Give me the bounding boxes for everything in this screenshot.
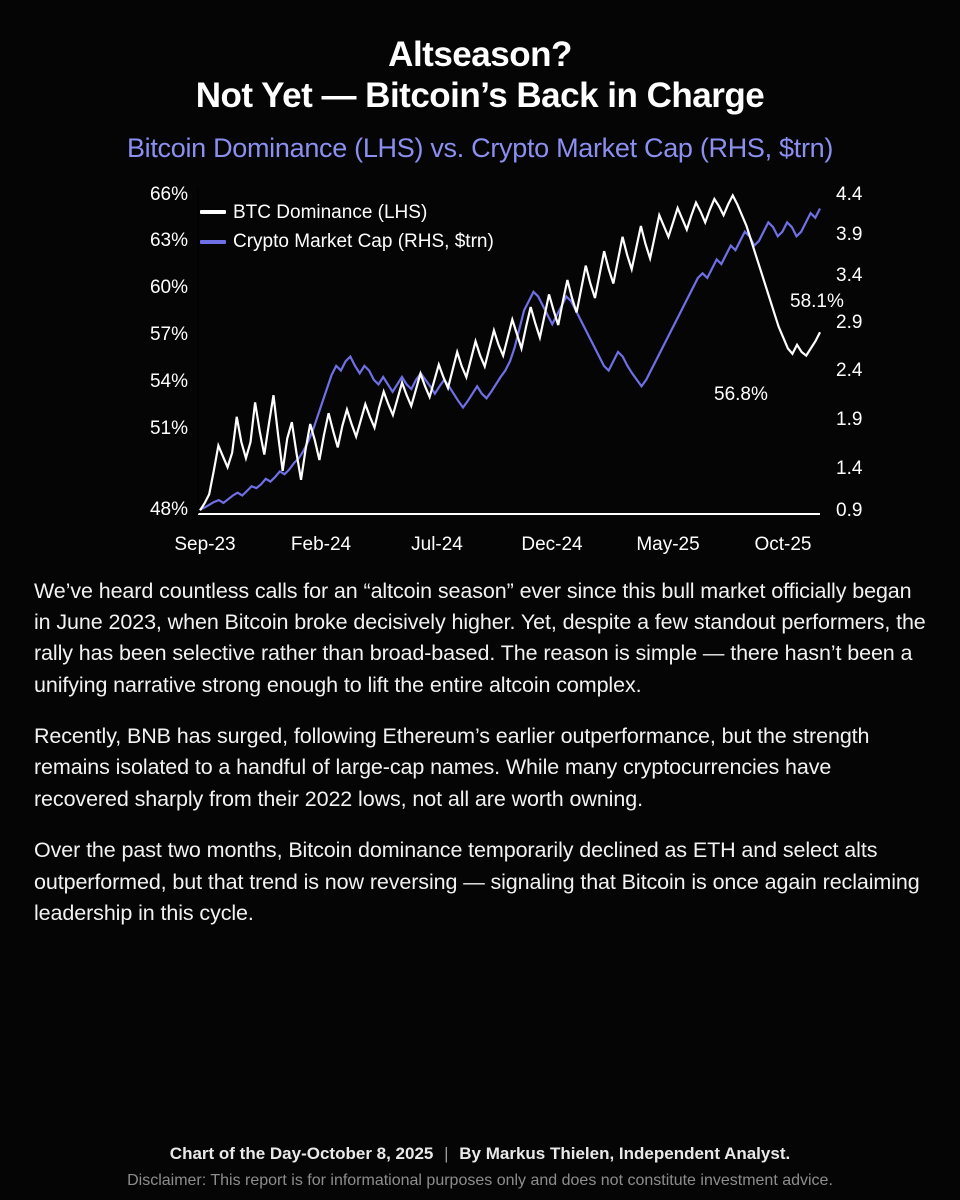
- y-left-tick: 60%: [149, 276, 188, 298]
- chart-subtitle: Bitcoin Dominance (LHS) vs. Crypto Market Cap (RHS, $trn): [126, 132, 834, 163]
- y-left-tick: 57%: [149, 323, 188, 345]
- header: [0, 0, 960, 164]
- x-tick: Sep-23: [174, 533, 236, 555]
- byline: By Markus Thielen, Independent Analyst.: [459, 1144, 791, 1163]
- legend-swatch-icon: [200, 210, 226, 214]
- y-right-tick: 2.4: [836, 359, 863, 381]
- y-right-tick: 1.9: [836, 408, 863, 430]
- y-right-tick: 4.4: [836, 183, 863, 205]
- y-left-tick: 66%: [149, 183, 188, 205]
- chart-legend: [200, 198, 494, 257]
- x-axis-ticks: [174, 534, 811, 555]
- y-left-tick: 63%: [149, 229, 188, 251]
- legend-label-crypto-market-cap: Crypto Market Cap (RHS, $trn): [233, 231, 494, 253]
- article-body: [34, 576, 926, 930]
- legend-label-btc-dominance: BTC Dominance (LHS): [233, 201, 428, 223]
- paragraph-2: Recently, BNB has surged, following Ethereum’s earlier outperformance, but the strength remains isolated to a handful of large-cap names. While many cryptocurrencies have recovered sharply from their 2022 lows, not all are worth owning.: [34, 724, 870, 811]
- legend-swatch-icon: [200, 240, 226, 244]
- chart-container: [30, 178, 930, 568]
- page-title-line1: Altseason?: [388, 35, 572, 74]
- y-left-tick: 48%: [149, 498, 188, 520]
- y-left-tick: 51%: [149, 417, 188, 439]
- annotation-mcap-last: 56.8%: [714, 383, 768, 405]
- x-tick: Jul-24: [411, 533, 463, 555]
- annotation-btc-last: 58.1%: [790, 290, 844, 312]
- legend-item-btc-dominance: [200, 198, 494, 227]
- paragraph-1: We’ve heard countless calls for an “altcoin season” ever since this bull market officially began in June 2023, when Bitcoin broke decisively higher. Yet, despite a few standout performers, the rally has been selective rather than broad-based. The reason is simple — there hasn’t been a unifying narrative strong enough to lift the entire altcoin complex.: [34, 578, 926, 697]
- y-right-tick: 1.4: [836, 457, 863, 479]
- paragraph-3: Over the past two months, Bitcoin dominance temporarily declined as ETH and select alts outperformed, but that trend is now reversing — signaling that Bitcoin is once again reclaiming leadership in this cycle.: [34, 838, 920, 925]
- page-title-line2: Not Yet — Bitcoin’s Back in Charge: [195, 76, 765, 116]
- chart-of-the-day-label: Chart of the Day-October 8, 2025: [169, 1144, 434, 1163]
- y-right-tick: 3.9: [836, 223, 863, 245]
- footer-separator: |: [444, 1144, 449, 1163]
- x-tick: Oct-25: [754, 533, 812, 555]
- footer: [0, 1144, 960, 1190]
- footer-credit-line: [0, 1144, 960, 1164]
- y-axis-right-ticks: [836, 184, 863, 521]
- x-tick: Dec-24: [521, 533, 583, 555]
- y-axis-left-ticks: [150, 184, 188, 520]
- y-right-tick: 3.4: [836, 264, 863, 286]
- x-tick: May-25: [636, 533, 700, 555]
- y-right-tick: 0.9: [836, 499, 863, 521]
- legend-item-crypto-market-cap: [200, 227, 494, 256]
- y-right-tick: 2.9: [836, 311, 863, 333]
- y-left-tick: 54%: [149, 370, 188, 392]
- disclaimer-text: Disclaimer: This report is for informational purposes only and does not constitute investment advice.: [127, 1172, 833, 1189]
- x-tick: Feb-24: [290, 533, 352, 555]
